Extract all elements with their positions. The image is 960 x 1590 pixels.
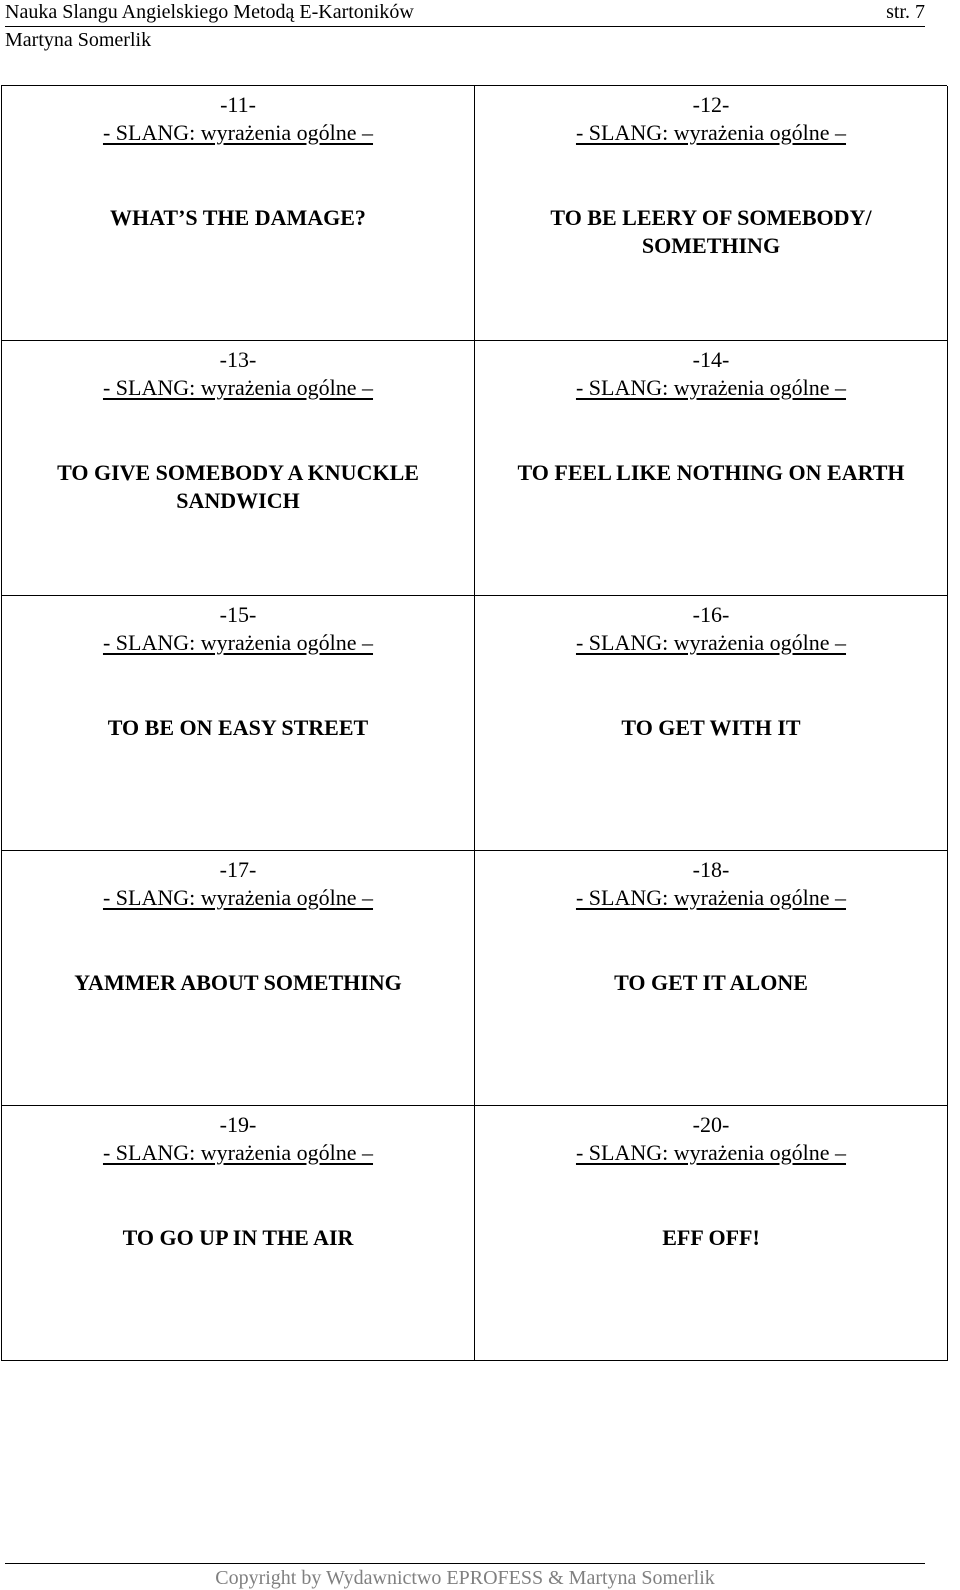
flashcard-grid bbox=[1, 85, 947, 1361]
flashcard bbox=[475, 341, 948, 596]
card-number: -12- bbox=[692, 92, 730, 117]
card-number: -11- bbox=[220, 92, 256, 117]
card-category: - SLANG: wyrażenia ogólne – bbox=[102, 120, 374, 145]
page-footer bbox=[5, 1563, 925, 1590]
header-line bbox=[5, 0, 925, 27]
flashcard bbox=[2, 596, 475, 851]
card-phrase: TO GO UP IN THE AIR bbox=[122, 1225, 354, 1250]
card-phrase: EFF OFF! bbox=[662, 1225, 760, 1250]
page-header bbox=[0, 0, 960, 56]
card-category: - SLANG: wyrażenia ogólne – bbox=[102, 1140, 374, 1165]
card-phrase: TO GET WITH IT bbox=[621, 715, 801, 740]
copyright-text: Copyright by Wydawnictwo EPROFESS & Martyna Somerlik bbox=[215, 1567, 715, 1589]
card-phrase: TO GET IT ALONE bbox=[614, 970, 808, 995]
flashcard bbox=[475, 596, 948, 851]
flashcard bbox=[2, 86, 475, 341]
card-category: - SLANG: wyrażenia ogólne – bbox=[575, 1140, 847, 1165]
flashcard bbox=[2, 1106, 475, 1361]
card-number: -14- bbox=[692, 347, 730, 372]
flashcard bbox=[475, 1106, 948, 1361]
card-number: -13- bbox=[219, 347, 257, 372]
card-number: -15- bbox=[219, 602, 257, 627]
card-phrase: TO BE ON EASY STREET bbox=[107, 715, 369, 740]
card-phrase: YAMMER ABOUT SOMETHING bbox=[74, 970, 402, 995]
flashcard bbox=[2, 851, 475, 1106]
card-number: -16- bbox=[692, 602, 730, 627]
card-phrase: TO GIVE SOMEBODY A KNUCKLE SANDWICH bbox=[57, 460, 419, 513]
card-number: -18- bbox=[692, 857, 730, 882]
card-category: - SLANG: wyrażenia ogólne – bbox=[102, 630, 374, 655]
card-phrase: WHAT’S THE DAMAGE? bbox=[110, 205, 366, 230]
flashcard bbox=[2, 341, 475, 596]
flashcard bbox=[475, 86, 948, 341]
card-category: - SLANG: wyrażenia ogólne – bbox=[102, 375, 374, 400]
card-phrase: TO FEEL LIKE NOTHING ON EARTH bbox=[517, 460, 905, 485]
card-number: -20- bbox=[692, 1112, 730, 1137]
card-number: -19- bbox=[219, 1112, 257, 1137]
document-title: Nauka Slangu Angielskiego Metodą E-Kartoników bbox=[5, 1, 414, 23]
card-category: - SLANG: wyrażenia ogólne – bbox=[575, 885, 847, 910]
card-category: - SLANG: wyrażenia ogólne – bbox=[575, 630, 847, 655]
card-category: - SLANG: wyrażenia ogólne – bbox=[102, 885, 374, 910]
card-category: - SLANG: wyrażenia ogólne – bbox=[575, 120, 847, 145]
card-phrase: TO BE LEERY OF SOMEBODY/ SOMETHING bbox=[550, 205, 872, 258]
flashcard bbox=[475, 851, 948, 1106]
card-number: -17- bbox=[219, 857, 257, 882]
page-number: str. 7 bbox=[886, 1, 925, 23]
author-name: Martyna Somerlik bbox=[5, 29, 152, 51]
card-category: - SLANG: wyrażenia ogólne – bbox=[575, 375, 847, 400]
